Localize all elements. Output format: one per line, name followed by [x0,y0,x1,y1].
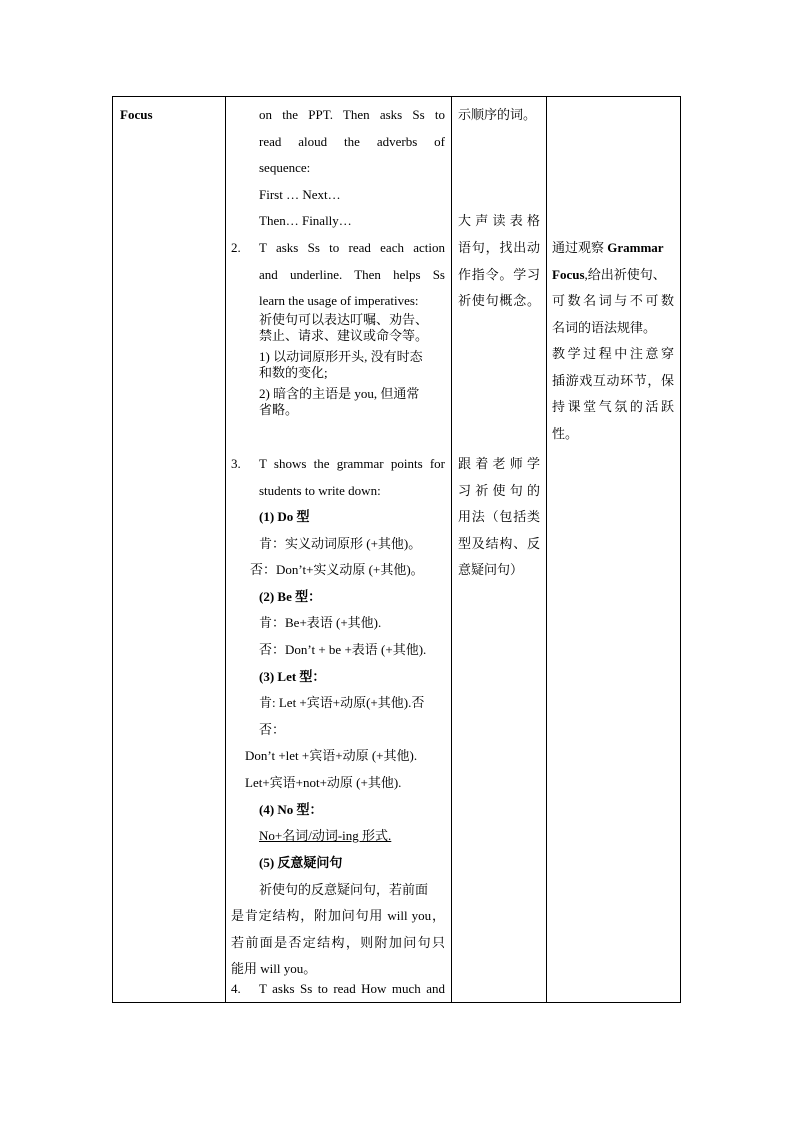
intent-line: 插游戏互动环节，保 [552,373,674,388]
intent-line: 持课堂气氛的活跃 [552,399,674,414]
activity-line: on the PPT. Then asks Ss to [259,107,445,122]
activity-line: students to write down: [259,483,381,498]
stage-cell [113,97,225,1002]
activity-line: T asks Ss to read How much and [259,981,445,996]
intent-line: 教学过程中注意穿 [552,346,674,361]
student-line: 示顺序的词。 [458,107,537,122]
student-line: 用法（包括类 [458,509,540,524]
grammar-heading: (3) Let 型： [259,669,326,684]
activity-line: Then… Finally… [259,213,352,228]
grammar-rule: 否：Don’t+实义动原 (+其他)。 [250,562,424,577]
design-intent-cell [546,97,682,1002]
intent-line [552,267,666,282]
step-number: 4. [231,981,241,996]
activity-line: T asks Ss to read each action [259,240,445,255]
grammar-paragraph: 是肯定结构，附加问句用 will you， [231,908,445,923]
intent-line: 可数名词与不可数 [552,293,674,308]
student-line: 型及结构、反 [458,536,540,551]
activity-line: First … Next… [259,187,341,202]
activity-line: T shows the grammar points for [259,456,445,471]
step-number: 3. [231,456,241,471]
activity-line: 祈使句可以表达叮嘱、劝告、 [259,312,429,327]
intent-line [552,240,664,255]
activity-line: read aloud the adverbs of [259,134,445,149]
grammar-rule: No+名词/动词-ing 形式. [259,828,392,843]
student-line: 作指令。学习 [458,267,540,282]
teacher-activity-cell [225,97,451,1002]
activity-line: 2) 暗含的主语是 you, 但通常 [259,386,420,401]
student-line: 祈使句概念。 [458,293,540,308]
grammar-heading: (4) No 型： [259,802,323,817]
intent-text-bold: Focus [552,267,585,282]
activity-line: 1) 以动词原形开头, 没有时态 [259,349,423,364]
step-number: 2. [231,240,241,255]
intent-text: ,给出祈使句、 [584,267,666,282]
activity-line: learn the usage of imperatives: [259,293,419,308]
grammar-rule: 肯：Be+表语 (+其他). [259,615,382,630]
activity-line: 和数的变化; [259,365,328,380]
grammar-heading: (2) Be 型： [259,589,322,604]
activity-line: sequence: [259,160,311,175]
lesson-plan-table [112,96,681,1003]
grammar-paragraph: 祈使句的反意疑问句，若前面 [259,882,429,897]
student-line: 意疑问句） [458,562,524,577]
intent-line: 名词的语法规律。 [552,320,657,335]
activity-line: 禁止、请求、建议或命令等。 [259,328,429,343]
grammar-rule: 否： [259,722,286,737]
student-line: 跟着老师学 [458,456,540,471]
intent-text-bold: Grammar [607,240,664,255]
intent-line: 性。 [552,426,579,441]
activity-line: and underline. Then helps Ss [259,267,445,282]
student-line: 大声读表格 [458,213,540,228]
grammar-rule: Let+宾语+not+动原 (+其他). [245,775,402,790]
stage-label: Focus [120,107,153,122]
grammar-paragraph: 若前面是否定结构，则附加问句只 [231,935,445,950]
grammar-heading: (5) 反意疑问句 [259,855,343,870]
grammar-paragraph: 能用 will you。 [231,961,317,976]
student-line: 语句，找出动 [458,240,540,255]
grammar-heading: (1) Do 型 [259,509,310,524]
student-activity-cell [451,97,546,1002]
intent-text: 通过观察 [552,240,608,255]
activity-line: 省略。 [259,402,299,417]
grammar-rule: 肯: Let +宾语+动原(+其他).否 [259,695,425,710]
student-line: 习祈使句的 [458,483,540,498]
grammar-rule: 否：Don’t + be +表语 (+其他). [259,642,427,657]
grammar-rule: 肯：实义动词原形 (+其他)。 [259,536,422,551]
grammar-rule: Don’t +let +宾语+动原 (+其他). [245,748,418,763]
